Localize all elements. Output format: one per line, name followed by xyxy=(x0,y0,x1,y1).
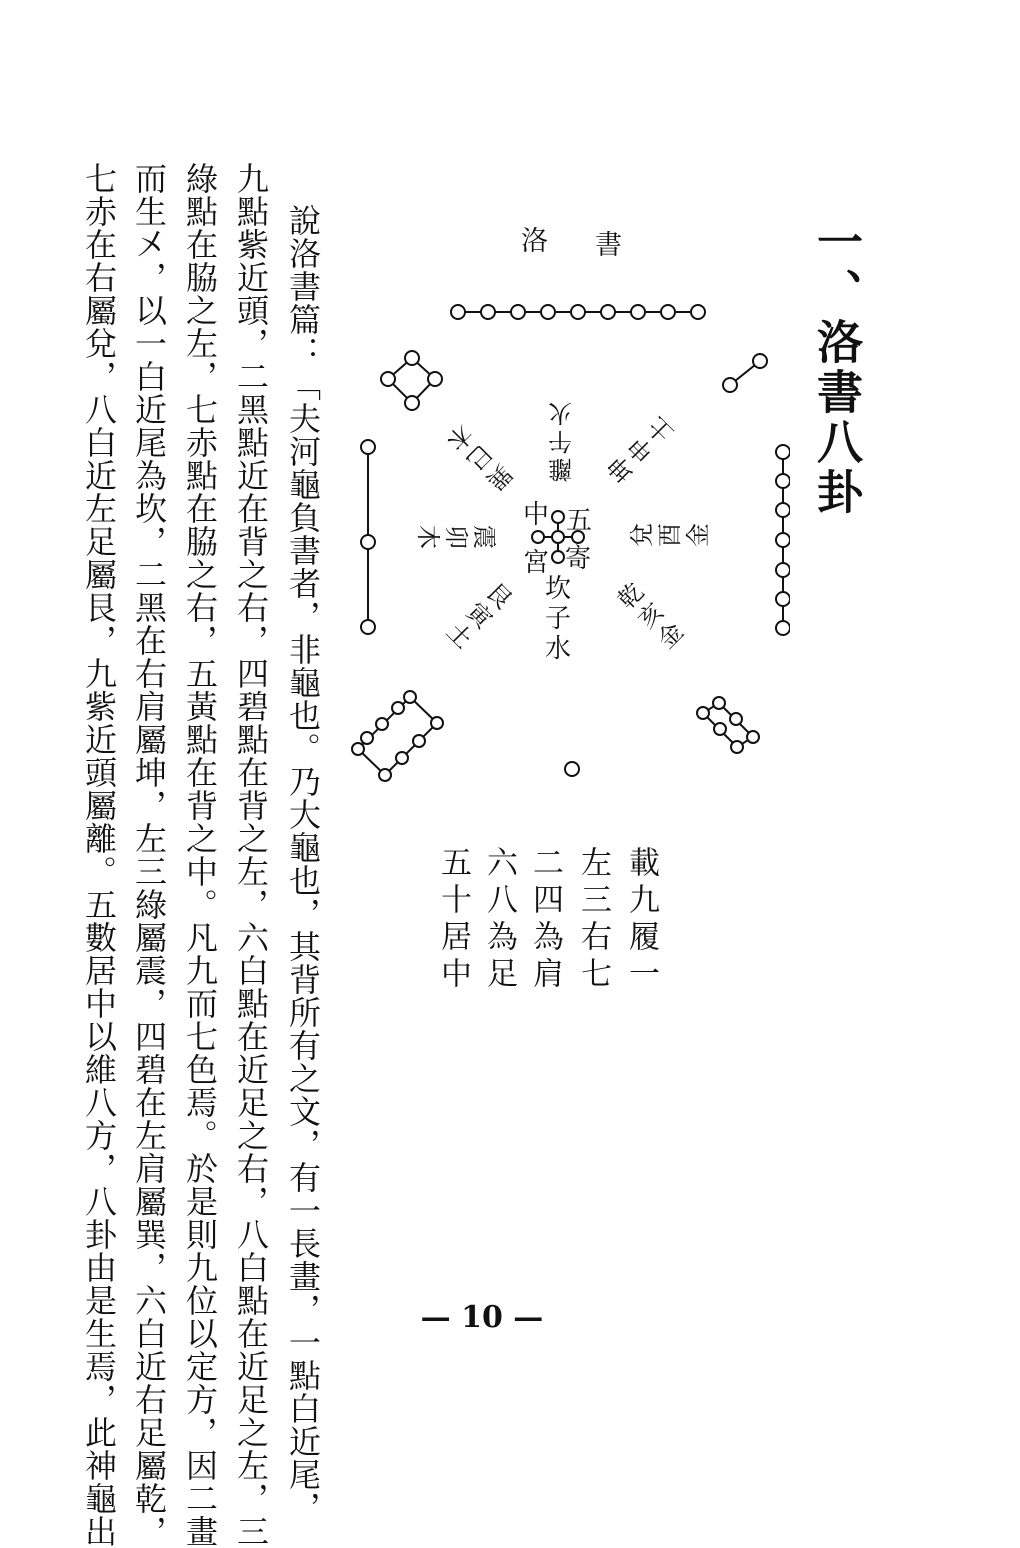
three-dots-group xyxy=(361,440,375,634)
trigram-zhen-label xyxy=(414,525,498,549)
six-dots-group xyxy=(697,697,759,753)
svg-text:艮: 艮 xyxy=(480,577,518,615)
body-column-5: 七赤在右屬兌，八白近左足屬艮，九紫近頭屬離。五數居中以維八方，八卦由是生焉，此神龜出 xyxy=(80,162,118,1548)
svg-text:子: 子 xyxy=(544,604,572,634)
eight-dots-group xyxy=(352,691,443,781)
svg-text:火: 火 xyxy=(548,399,572,427)
svg-text:水: 水 xyxy=(544,634,572,664)
body-column-2: 九點紫近頭，二黑點近在背之右，四碧點在背之左，六白點在近足之右，八白點在近足之左，三 xyxy=(232,162,270,1548)
svg-text:土: 土 xyxy=(441,617,478,654)
trigram-dui-label xyxy=(628,523,712,547)
rhyme-line-2: 左三右七 xyxy=(575,846,611,994)
rhyme-line-3: 二四為肩 xyxy=(527,846,563,994)
svg-text:寅: 寅 xyxy=(460,597,498,635)
diagram-title-char-1: 洛 xyxy=(516,226,547,253)
diagram-title-char-2: 書 xyxy=(590,230,621,257)
seven-dots-group xyxy=(776,445,790,635)
center-label-zhong: 中 xyxy=(522,500,550,530)
chapter-title: 一、洛書八卦 xyxy=(810,218,864,518)
four-dots-group xyxy=(381,351,442,410)
svg-text:卯: 卯 xyxy=(442,525,470,549)
svg-text:金: 金 xyxy=(652,617,689,654)
page-number: — 10 — xyxy=(420,1300,544,1335)
rhyme-line-4: 六八為足 xyxy=(481,846,517,994)
svg-text:酉: 酉 xyxy=(656,523,684,547)
svg-text:兌: 兌 xyxy=(628,523,656,547)
svg-text:坤: 坤 xyxy=(602,450,640,488)
body-column-4: 而生㐅，以一白近尾為坎，二黑在右肩屬坤，左三綠屬震，四碧在左肩屬巽，六白近右足屬乾， xyxy=(130,162,168,1548)
rhyme-line-1: 載九履一 xyxy=(623,846,659,994)
svg-text:坎: 坎 xyxy=(544,574,572,604)
svg-text:乾: 乾 xyxy=(612,577,650,615)
svg-text:巳: 巳 xyxy=(460,438,498,476)
trigram-gen-label xyxy=(441,578,518,655)
svg-text:申: 申 xyxy=(622,430,660,468)
svg-text:午: 午 xyxy=(548,427,572,455)
svg-text:亥: 亥 xyxy=(632,597,670,635)
svg-text:巽: 巽 xyxy=(480,458,518,496)
body-column-1: 說洛書篇：「夫河龜負書者，非龜也。乃大龜也，其背所有之文，有一長畫，一點白近尾， xyxy=(284,204,322,1524)
body-column-3: 綠點在脇之左，七赤點在脇之右，五黃點在背之中。凡九而七色焉。於是則九位以定方，因二畫 xyxy=(181,162,219,1548)
rhyme-line-5: 五十居中 xyxy=(435,846,471,994)
trigram-kun-label xyxy=(603,411,679,487)
svg-text:震: 震 xyxy=(470,525,498,549)
luoshu-diagram xyxy=(330,285,790,805)
one-dot-group xyxy=(565,762,579,776)
center-label-wu: 五 xyxy=(565,506,593,536)
trigram-qian-label xyxy=(613,578,689,654)
svg-text:木: 木 xyxy=(414,525,442,549)
svg-text:土: 土 xyxy=(642,411,679,448)
trigram-xun-label xyxy=(440,419,517,496)
nine-dots-group xyxy=(451,305,705,319)
svg-text:金: 金 xyxy=(684,523,712,547)
svg-text:木: 木 xyxy=(441,419,478,456)
trigram-kan-label xyxy=(545,574,571,664)
two-dots-group xyxy=(723,354,767,392)
trigram-li-label xyxy=(548,399,572,483)
svg-text:離: 離 xyxy=(548,455,572,483)
center-label-ji: 寄 xyxy=(564,544,592,574)
center-label-gong: 宮 xyxy=(522,548,550,578)
